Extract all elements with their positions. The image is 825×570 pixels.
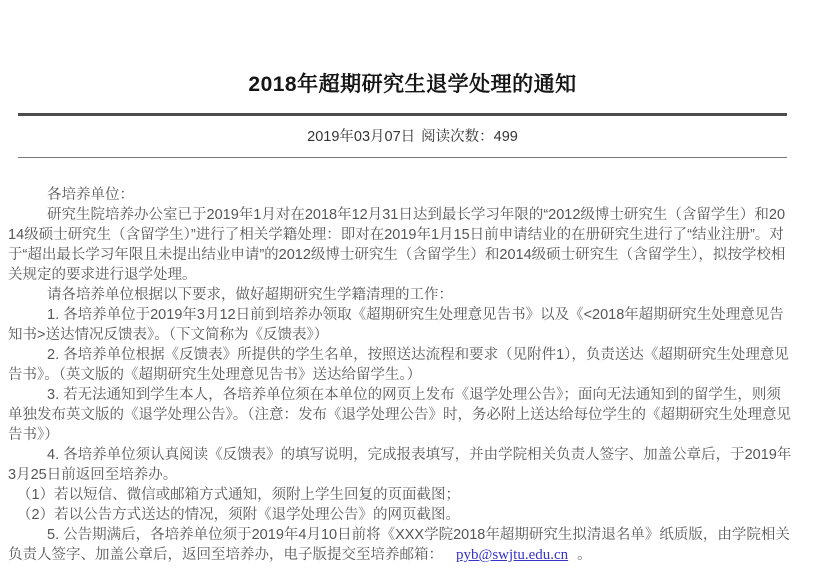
list-item-2: 2. 各培养单位根据《反馈表》所提供的学生名单，按照送达流程和要求（见附件1），负责送达《超期研究生处理意见告书》。（英文版的《超期研究生处理意见告书》送达给留学生。） [8, 347, 789, 383]
meta-divider [18, 157, 787, 158]
page-title: 2018年超期研究生退学处理的通知 [248, 73, 577, 96]
email-link[interactable]: pyb@swjtu.edu.cn [456, 547, 569, 563]
read-count-value: 499 [493, 129, 518, 145]
list-item-5 [8, 525, 792, 565]
paragraph-intro: 研究生院培养办公室已于2019年1月对在2018年12月31日达到最长学习年限的“2012级博士研究生（含留学生）和2014级硕士研究生（含留学生）”进行了相关学籍处理：即对在2019年1月15日前申请结业的在册研究生进行了“结业注册”。对于“超出最长学习年限且未提出结业申请”的2012级博士研究生（含留学生）和2014级硕士研究生（含留学生），拟按学校相关规定的要求进行退学处理。 [8, 207, 786, 283]
title-divider [18, 113, 787, 116]
sub-item-2: （2）若以公告方式送达的情况，须附《退学处理公告》的网页截图。 [17, 507, 461, 523]
paragraph-salutation: 各培养单位： [47, 187, 134, 203]
list-item-3: 3. 若无法通知到学生本人，各培养单位须在本单位的网页上发布《退学处理公告》；面向无法通知到的留学生，则须单独发布英文版的《退学处理公告》。（注意：发布《退学处理公告》时，务必附上送达给每位学生的《超期研究生处理意见告书》） [8, 387, 791, 443]
read-count-label: 阅读次数： [421, 129, 494, 145]
notice-body [8, 185, 792, 565]
list-item-4: 4. 各培养单位须认真阅读《反馈表》的填写说明，完成报表填写，并由学院相关负责人签字、加盖公章后，于2019年 3月25日前返回至培养办。 [8, 447, 792, 483]
publish-date: 2019年03月07日 [307, 129, 416, 145]
list-item-1: 1. 各培养单位于2019年3月12日前到培养办领取《超期研究生处理意见告书》以及《<2018年超期研究生处理意见告知书>送达情况反馈表》。（下文简称为《反馈表》） [8, 307, 784, 343]
list-item-5-period: 。 [577, 547, 592, 563]
list-item-5-text: 5. 公告期满后，各培养单位须于2019年4月10日前将《XXX学院2018年超期研究生拟清退名单》纸质版，由学院相关负责人签字、加盖公章后，返回至培养办，电子版提交至培养邮箱： [8, 527, 790, 563]
meta-line [0, 129, 825, 145]
sub-item-1: （1）若以短信、微信或邮箱方式通知，须附上学生回复的页面截图； [17, 487, 461, 503]
paragraph-requirements-lead: 请各培养单位根据以下要求，做好超期研究生学籍清理的工作： [47, 287, 453, 303]
